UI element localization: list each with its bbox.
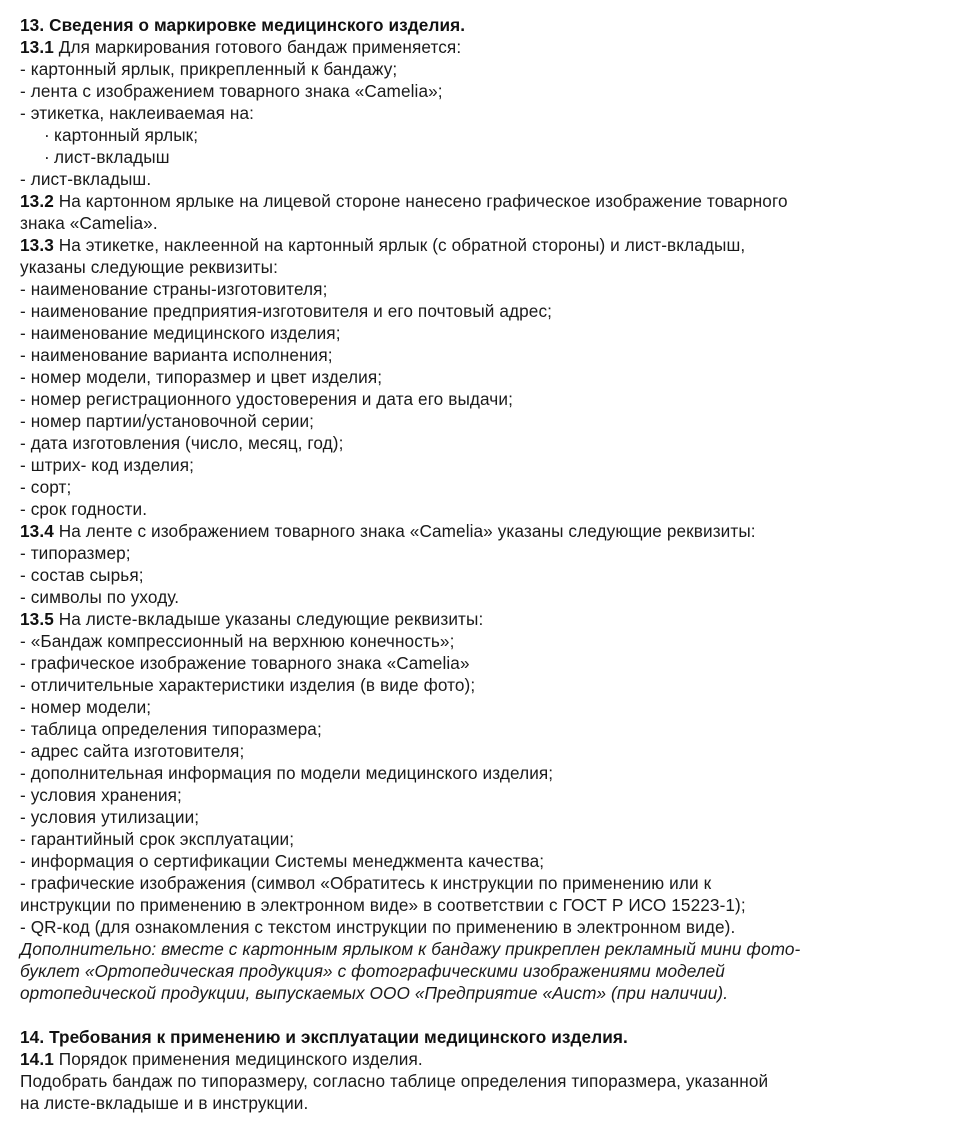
- list-item: - номер модели;: [20, 697, 152, 717]
- paragraph-13-2: [20, 190, 950, 212]
- list-item: - номер модели, типоразмер и цвет изделия;: [20, 367, 383, 387]
- section-spacer: [20, 1004, 950, 1026]
- list-item: - лента с изображением товарного знака «Camelia»;: [20, 81, 443, 101]
- bullet-icon: ·: [44, 125, 50, 145]
- section-14-heading: 14. Требования к применению и эксплуатации медицинского изделия.: [20, 1027, 628, 1047]
- list-item: - штрих- код изделия;: [20, 455, 195, 475]
- list-item: - отличительные характеристики изделия (в виде фото);: [20, 675, 476, 695]
- sub-list-item: · лист-вкладыш: [44, 147, 170, 167]
- list-item: - сорт;: [20, 477, 72, 497]
- list-item: - номер регистрационного удостоверения и дата его выдачи;: [20, 389, 513, 409]
- list-item: - условия утилизации;: [20, 807, 200, 827]
- list-item: - символы по уходу.: [20, 587, 180, 607]
- paragraph-13-3: [20, 234, 950, 256]
- list-item: - типоразмер;: [20, 543, 131, 563]
- list-item: - условия хранения;: [20, 785, 182, 805]
- list-item: - картонный ярлык, прикрепленный к бандажу;: [20, 59, 398, 79]
- paragraph-number: 13.2: [20, 191, 54, 211]
- body-text: на листе-вкладыше и в инструкции.: [20, 1093, 309, 1113]
- list-item: - графическое изображение товарного знака «Camelia»: [20, 653, 470, 673]
- paragraph-number: 13.5: [20, 609, 54, 629]
- paragraph-text-continued: указаны следующие реквизиты:: [20, 257, 278, 277]
- list-item: - дополнительная информация по модели медицинского изделия;: [20, 763, 554, 783]
- paragraph-text: На картонном ярлыке на лицевой стороне нанесено графическое изображение товарного: [53, 191, 788, 211]
- additional-note: Дополнительно: вместе с картонным ярлыком к бандажу прикреплен рекламный мини фото-: [20, 939, 801, 959]
- list-item: - адрес сайта изготовителя;: [20, 741, 245, 761]
- list-item: - срок годности.: [20, 499, 148, 519]
- paragraph-text: На ленте с изображением товарного знака «Camelia» указаны следующие реквизиты:: [53, 521, 756, 541]
- list-item: - таблица определения типоразмера;: [20, 719, 322, 739]
- list-item: - дата изготовления (число, месяц, год);: [20, 433, 344, 453]
- list-item: - номер партии/установочной серии;: [20, 411, 315, 431]
- paragraph-text: На этикетке, наклеенной на картонный ярлык (с обратной стороны) и лист-вкладыш,: [53, 235, 746, 255]
- paragraph-13-5: [20, 608, 950, 630]
- document-page: [20, 14, 950, 1114]
- paragraph-number: 14.1: [20, 1049, 54, 1069]
- section-13-heading: 13. Сведения о маркировке медицинского изделия.: [20, 15, 466, 35]
- list-item-continued: инструкции по применению в электронном виде» в соответствии с ГОСТ Р ИСО 15223-1);: [20, 895, 746, 915]
- paragraph-text: Для маркирования готового бандаж применяется:: [53, 37, 462, 57]
- paragraph-number: 13.1: [20, 37, 54, 57]
- additional-note: буклет «Ортопедическая продукция» с фотографическими изображениями моделей: [20, 961, 725, 981]
- paragraph-14-1: [20, 1048, 950, 1070]
- additional-note: ортопедической продукции, выпускаемых ООО «Предприятие «Аист» (при наличии).: [20, 983, 729, 1003]
- list-item: - графические изображения (символ «Обратитесь к инструкции по применению или к: [20, 873, 712, 893]
- paragraph-text-continued: знака «Camelia».: [20, 213, 158, 233]
- list-item: - информация о сертификации Системы менеджмента качества;: [20, 851, 545, 871]
- list-item: - состав сырья;: [20, 565, 144, 585]
- list-item: - наименование предприятия-изготовителя и его почтовый адрес;: [20, 301, 553, 321]
- list-item: - QR-код (для ознакомления с текстом инструкции по применению в электронном виде).: [20, 917, 736, 937]
- paragraph-13-4: [20, 520, 950, 542]
- paragraph-number: 13.3: [20, 235, 54, 255]
- list-item: - наименование медицинского изделия;: [20, 323, 341, 343]
- list-item: - наименование страны-изготовителя;: [20, 279, 328, 299]
- sub-list-item: · картонный ярлык;: [44, 125, 199, 145]
- paragraph-text: Порядок применения медицинского изделия.: [53, 1049, 423, 1069]
- paragraph-13-1: [20, 36, 950, 58]
- list-item: - наименование варианта исполнения;: [20, 345, 333, 365]
- list-item: - «Бандаж компрессионный на верхнюю конечность»;: [20, 631, 455, 651]
- list-item: - гарантийный срок эксплуатации;: [20, 829, 295, 849]
- list-item: - лист-вкладыш.: [20, 169, 152, 189]
- body-text: Подобрать бандаж по типоразмеру, согласно таблице определения типоразмера, указанной: [20, 1071, 769, 1091]
- list-item: - этикетка, наклеиваемая на:: [20, 103, 255, 123]
- paragraph-number: 13.4: [20, 521, 54, 541]
- paragraph-text: На листе-вкладыше указаны следующие реквизиты:: [53, 609, 484, 629]
- bullet-icon: ·: [44, 147, 50, 167]
